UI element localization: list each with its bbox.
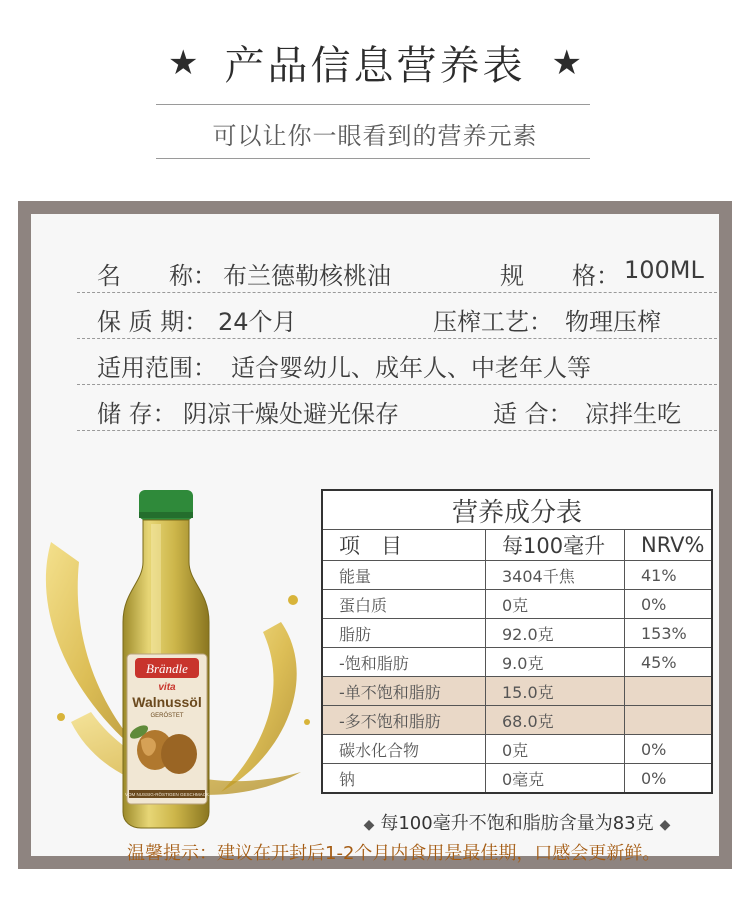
row-item: 能量 [322, 561, 486, 590]
page-title: 产品信息营养表 [224, 43, 526, 89]
info-row-shelf-process [77, 294, 717, 339]
info-row-scope [77, 340, 717, 385]
table-row [322, 735, 712, 764]
info-row-storage-use [77, 386, 717, 431]
storage-value: 阴凉干燥处避光保存 [183, 400, 399, 428]
note-text: 每100毫升不饱和脂肪含量为83克 [380, 813, 654, 834]
table-row [322, 648, 712, 677]
subtitle-top-rule [156, 104, 590, 105]
unsaturated-fat-note [321, 809, 713, 835]
table-row [322, 764, 712, 794]
nutrition-table [321, 489, 713, 794]
star-left-icon: ★ [168, 42, 199, 83]
page-subtitle: 可以让你一眼看到的营养元素 [212, 122, 538, 150]
row-item: 钠 [322, 764, 486, 794]
scope-value: 适合婴幼儿、成年人、中老年人等 [231, 354, 591, 382]
row-amount: 15.0克 [486, 677, 625, 706]
row-nrv: 0% [625, 764, 713, 794]
name-label: 名 称： [97, 262, 217, 290]
info-frame [18, 201, 732, 869]
process-value: 物理压榨 [565, 308, 661, 336]
row-amount: 3404千焦 [486, 561, 625, 590]
walnut-oil-bottle-illustration [31, 472, 321, 852]
bottle-variant: GERÖSTET [150, 713, 184, 719]
row-nrv: 0% [625, 735, 713, 764]
bottle-tagline: VOM NUSSIG-RÖSTIGEN GESCHMACK [124, 792, 210, 797]
process-label: 压榨工艺： [433, 308, 553, 336]
title-row [0, 34, 750, 91]
spec-value: 100ML [624, 256, 704, 284]
row-item: 脂肪 [322, 619, 486, 648]
table-row [322, 590, 712, 619]
row-amount: 92.0克 [486, 619, 625, 648]
header-item: 项 目 [322, 530, 486, 561]
row-nrv [625, 677, 713, 706]
diamond-left-icon: ◆ [363, 817, 375, 833]
table-row-highlighted [322, 677, 712, 706]
row-item: 蛋白质 [322, 590, 486, 619]
row-nrv: 45% [625, 648, 713, 677]
row-item: -饱和脂肪 [322, 648, 486, 677]
row-amount: 68.0克 [486, 706, 625, 735]
row-amount: 0克 [486, 735, 625, 764]
info-row-name-spec [77, 248, 717, 293]
header-nrv: NRV% [625, 530, 713, 561]
use-label: 适 合： [493, 400, 573, 428]
scope-label: 适用范围： [97, 354, 217, 382]
row-amount: 0毫克 [486, 764, 625, 794]
oil-splash-right [221, 622, 297, 792]
shelf-value: 24个月 [218, 308, 297, 336]
row-nrv: 41% [625, 561, 713, 590]
product-image [31, 472, 321, 852]
row-item: -多不饱和脂肪 [322, 706, 486, 735]
name-value: 布兰德勒核桃油 [223, 262, 391, 290]
table-row [322, 619, 712, 648]
diamond-right-icon: ◆ [659, 817, 671, 833]
use-value: 凉拌生吃 [585, 400, 681, 428]
row-item: 碳水化合物 [322, 735, 486, 764]
warm-tip: 温馨提示：建议在开封后1-2个月内食用是最佳期，口感会更新鲜。 [127, 843, 661, 864]
bottle-product: Walnussöl [132, 694, 202, 710]
row-nrv: 0% [625, 590, 713, 619]
row-nrv: 153% [625, 619, 713, 648]
shelf-label: 保 质 期： [97, 308, 209, 336]
table-row-highlighted [322, 706, 712, 735]
row-amount: 9.0克 [486, 648, 625, 677]
bottle-line: vita [158, 682, 176, 693]
star-right-icon: ★ [551, 42, 582, 83]
bottle-brand: Brändle [146, 661, 188, 676]
nutrition-table-caption: 营养成分表 [322, 490, 712, 530]
nutrition-table-header [322, 530, 712, 561]
info-panel [31, 214, 719, 864]
row-amount: 0克 [486, 590, 625, 619]
subtitle-bottom-rule [156, 158, 590, 159]
table-row [322, 561, 712, 590]
row-nrv [625, 706, 713, 735]
spec-label: 规 格： [500, 262, 620, 290]
page-header [0, 0, 750, 200]
storage-label: 储 存： [97, 400, 177, 428]
header-amount: 每100毫升 [486, 530, 625, 561]
row-item: -单不饱和脂肪 [322, 677, 486, 706]
